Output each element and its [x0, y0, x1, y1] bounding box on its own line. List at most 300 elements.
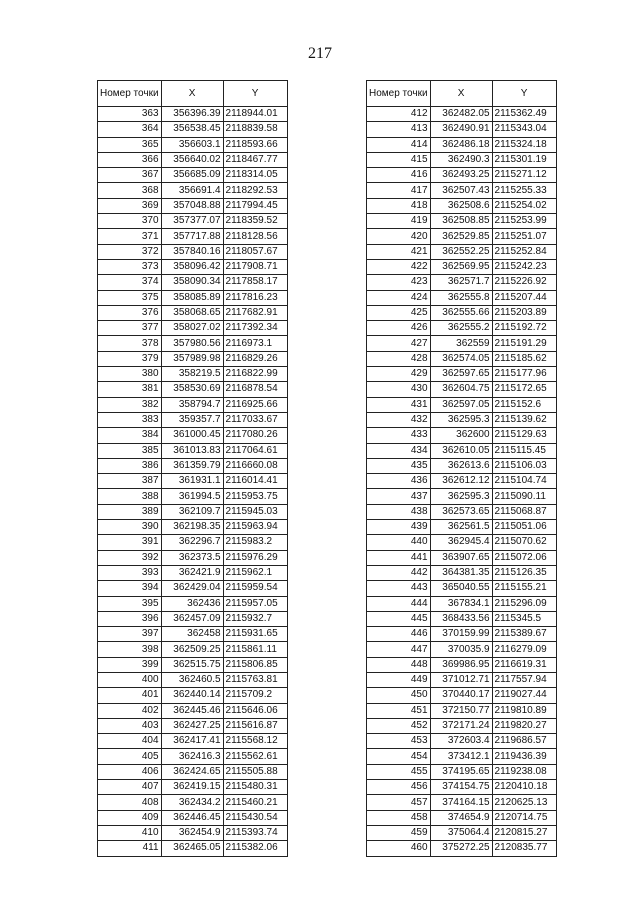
point-number-cell: 458 — [367, 810, 431, 825]
point-number-cell: 387 — [98, 474, 162, 489]
y-coordinate-cell: 2115362.49 — [492, 107, 556, 122]
point-number-cell: 382 — [98, 397, 162, 412]
table-row — [98, 734, 288, 749]
table-row — [367, 520, 557, 535]
y-coordinate-cell: 2115104.74 — [492, 474, 556, 489]
x-coordinate-cell: 362945.4 — [430, 535, 492, 550]
table-row — [98, 259, 288, 274]
y-coordinate-cell: 2115152.6 — [492, 397, 556, 412]
table-row — [367, 382, 557, 397]
point-number-cell: 447 — [367, 642, 431, 657]
x-coordinate-cell: 374154.75 — [430, 780, 492, 795]
point-number-cell: 423 — [367, 275, 431, 290]
table-row — [98, 764, 288, 779]
point-number-cell: 366 — [98, 152, 162, 167]
y-coordinate-cell: 2118467.77 — [223, 152, 287, 167]
point-number-cell: 417 — [367, 183, 431, 198]
table-row — [98, 672, 288, 687]
y-coordinate-cell: 2118128.56 — [223, 229, 287, 244]
x-coordinate-cell: 362434.2 — [161, 795, 223, 810]
x-coordinate-cell: 362508.6 — [430, 198, 492, 213]
table-row — [98, 703, 288, 718]
point-number-cell: 434 — [367, 443, 431, 458]
point-number-cell: 415 — [367, 152, 431, 167]
table-row — [98, 565, 288, 580]
point-number-cell: 439 — [367, 520, 431, 535]
table-row — [98, 214, 288, 229]
point-number-cell: 460 — [367, 841, 431, 856]
x-coordinate-cell: 357048.88 — [161, 198, 223, 213]
point-number-cell: 405 — [98, 749, 162, 764]
y-coordinate-cell: 2115931.65 — [223, 627, 287, 642]
point-number-cell: 426 — [367, 321, 431, 336]
x-coordinate-cell: 362559 — [430, 336, 492, 351]
point-number-cell: 435 — [367, 458, 431, 473]
table-row — [98, 795, 288, 810]
x-coordinate-cell: 356691.4 — [161, 183, 223, 198]
point-number-cell: 416 — [367, 168, 431, 183]
x-coordinate-cell: 358096.42 — [161, 259, 223, 274]
header-y: Y — [223, 81, 287, 107]
x-coordinate-cell: 362445.46 — [161, 703, 223, 718]
x-coordinate-cell: 370159.99 — [430, 627, 492, 642]
point-number-cell: 368 — [98, 183, 162, 198]
point-number-cell: 456 — [367, 780, 431, 795]
y-coordinate-cell: 2115051.06 — [492, 520, 556, 535]
y-coordinate-cell: 2115430.54 — [223, 810, 287, 825]
table-row — [367, 122, 557, 137]
x-coordinate-cell: 362595.3 — [430, 412, 492, 427]
point-number-cell: 451 — [367, 703, 431, 718]
point-number-cell: 375 — [98, 290, 162, 305]
table-row — [98, 718, 288, 733]
x-coordinate-cell: 362612.12 — [430, 474, 492, 489]
table-row — [367, 489, 557, 504]
x-coordinate-cell: 373412.1 — [430, 749, 492, 764]
point-number-cell: 389 — [98, 504, 162, 519]
x-coordinate-cell: 359357.7 — [161, 412, 223, 427]
table-row — [367, 336, 557, 351]
table-header-row — [367, 81, 557, 107]
point-number-cell: 386 — [98, 458, 162, 473]
point-number-cell: 383 — [98, 412, 162, 427]
point-number-cell: 419 — [367, 214, 431, 229]
point-number-cell: 453 — [367, 734, 431, 749]
point-number-cell: 400 — [98, 672, 162, 687]
y-coordinate-cell: 2115191.29 — [492, 336, 556, 351]
table-row — [367, 107, 557, 122]
coordinates-table-left — [97, 80, 288, 857]
header-x: X — [430, 81, 492, 107]
page-number: 217 — [308, 45, 332, 62]
x-coordinate-cell: 370035.9 — [430, 642, 492, 657]
x-coordinate-cell: 362109.7 — [161, 504, 223, 519]
x-coordinate-cell: 361013.83 — [161, 443, 223, 458]
table-row — [98, 688, 288, 703]
point-number-cell: 374 — [98, 275, 162, 290]
y-coordinate-cell: 2115562.61 — [223, 749, 287, 764]
y-coordinate-cell: 2120835.77 — [492, 841, 556, 856]
table-row — [367, 688, 557, 703]
point-number-cell: 390 — [98, 520, 162, 535]
y-coordinate-cell: 2115763.81 — [223, 672, 287, 687]
point-number-cell: 442 — [367, 565, 431, 580]
x-coordinate-cell: 371012.71 — [430, 672, 492, 687]
point-number-cell: 378 — [98, 336, 162, 351]
x-coordinate-cell: 358794.7 — [161, 397, 223, 412]
y-coordinate-cell: 2118839.58 — [223, 122, 287, 137]
x-coordinate-cell: 370440.17 — [430, 688, 492, 703]
point-number-cell: 425 — [367, 305, 431, 320]
y-coordinate-cell: 2116973.1 — [223, 336, 287, 351]
table-row — [367, 611, 557, 626]
y-coordinate-cell: 2115251.07 — [492, 229, 556, 244]
x-coordinate-cell: 367834.1 — [430, 596, 492, 611]
table-row — [367, 657, 557, 672]
header-x: X — [161, 81, 223, 107]
x-coordinate-cell: 375064.4 — [430, 825, 492, 840]
x-coordinate-cell: 362555.8 — [430, 290, 492, 305]
y-coordinate-cell: 2115343.04 — [492, 122, 556, 137]
y-coordinate-cell: 2120625.13 — [492, 795, 556, 810]
point-number-cell: 364 — [98, 122, 162, 137]
point-number-cell: 418 — [367, 198, 431, 213]
table-row — [98, 382, 288, 397]
point-number-cell: 402 — [98, 703, 162, 718]
y-coordinate-cell: 2115115.45 — [492, 443, 556, 458]
point-number-cell: 420 — [367, 229, 431, 244]
table-row — [367, 581, 557, 596]
point-number-cell: 413 — [367, 122, 431, 137]
y-coordinate-cell: 2117858.17 — [223, 275, 287, 290]
point-number-cell: 404 — [98, 734, 162, 749]
table-row — [367, 734, 557, 749]
x-coordinate-cell: 358085.89 — [161, 290, 223, 305]
y-coordinate-cell: 2118944.01 — [223, 107, 287, 122]
x-coordinate-cell: 361000.45 — [161, 428, 223, 443]
point-number-cell: 421 — [367, 244, 431, 259]
y-coordinate-cell: 2115252.84 — [492, 244, 556, 259]
point-number-cell: 395 — [98, 596, 162, 611]
table-row — [367, 672, 557, 687]
y-coordinate-cell: 2119686.57 — [492, 734, 556, 749]
point-number-cell: 384 — [98, 428, 162, 443]
y-coordinate-cell: 2120410.18 — [492, 780, 556, 795]
point-number-cell: 441 — [367, 550, 431, 565]
x-coordinate-cell: 362600 — [430, 428, 492, 443]
table-row — [98, 305, 288, 320]
y-coordinate-cell: 2115480.31 — [223, 780, 287, 795]
table-row — [367, 596, 557, 611]
table-row — [98, 107, 288, 122]
y-coordinate-cell: 2115226.92 — [492, 275, 556, 290]
x-coordinate-cell: 362436 — [161, 596, 223, 611]
table-row — [367, 535, 557, 550]
y-coordinate-cell: 2115126.35 — [492, 565, 556, 580]
x-coordinate-cell: 357980.56 — [161, 336, 223, 351]
table-row — [98, 627, 288, 642]
x-coordinate-cell: 365040.55 — [430, 581, 492, 596]
point-number-cell: 412 — [367, 107, 431, 122]
point-number-cell: 377 — [98, 321, 162, 336]
x-coordinate-cell: 362373.5 — [161, 550, 223, 565]
point-number-cell: 367 — [98, 168, 162, 183]
table-row — [98, 321, 288, 336]
x-coordinate-cell: 362552.25 — [430, 244, 492, 259]
x-coordinate-cell: 356396.39 — [161, 107, 223, 122]
x-coordinate-cell: 374654.9 — [430, 810, 492, 825]
y-coordinate-cell: 2116925.66 — [223, 397, 287, 412]
point-number-cell: 376 — [98, 305, 162, 320]
table-header-row — [98, 81, 288, 107]
table-row — [98, 810, 288, 825]
x-coordinate-cell: 362460.5 — [161, 672, 223, 687]
point-number-cell: 369 — [98, 198, 162, 213]
table-row — [367, 642, 557, 657]
y-coordinate-cell: 2115254.02 — [492, 198, 556, 213]
y-coordinate-cell: 2115172.65 — [492, 382, 556, 397]
x-coordinate-cell: 362465.05 — [161, 841, 223, 856]
x-coordinate-cell: 362454.9 — [161, 825, 223, 840]
y-coordinate-cell: 2118314.05 — [223, 168, 287, 183]
y-coordinate-cell: 2115185.62 — [492, 351, 556, 366]
x-coordinate-cell: 362555.2 — [430, 321, 492, 336]
table-row — [98, 198, 288, 213]
table-row — [98, 244, 288, 259]
point-number-cell: 414 — [367, 137, 431, 152]
y-coordinate-cell: 2115242.23 — [492, 259, 556, 274]
x-coordinate-cell: 374195.65 — [430, 764, 492, 779]
y-coordinate-cell: 2115068.87 — [492, 504, 556, 519]
table-row — [367, 703, 557, 718]
point-number-cell: 397 — [98, 627, 162, 642]
table-row — [367, 627, 557, 642]
y-coordinate-cell: 2120815.27 — [492, 825, 556, 840]
table-row — [367, 214, 557, 229]
y-coordinate-cell: 2119820.27 — [492, 718, 556, 733]
header-point-number: Номер точки — [98, 81, 162, 107]
table-row — [98, 504, 288, 519]
x-coordinate-cell: 356603.1 — [161, 137, 223, 152]
point-number-cell: 433 — [367, 428, 431, 443]
table-row — [98, 122, 288, 137]
table-row — [98, 596, 288, 611]
table-row — [98, 152, 288, 167]
x-coordinate-cell: 362490.91 — [430, 122, 492, 137]
point-number-cell: 394 — [98, 581, 162, 596]
table-row — [367, 780, 557, 795]
y-coordinate-cell: 2117392.34 — [223, 321, 287, 336]
x-coordinate-cell: 372150.77 — [430, 703, 492, 718]
x-coordinate-cell: 356640.02 — [161, 152, 223, 167]
x-coordinate-cell: 362424.65 — [161, 764, 223, 779]
y-coordinate-cell: 2115957.05 — [223, 596, 287, 611]
table-row — [98, 428, 288, 443]
table-row — [367, 367, 557, 382]
x-coordinate-cell: 362446.45 — [161, 810, 223, 825]
x-coordinate-cell: 361931.1 — [161, 474, 223, 489]
y-coordinate-cell: 2115090.11 — [492, 489, 556, 504]
table-row — [367, 351, 557, 366]
point-number-cell: 452 — [367, 718, 431, 733]
point-number-cell: 373 — [98, 259, 162, 274]
x-coordinate-cell: 362296.7 — [161, 535, 223, 550]
table-row — [367, 397, 557, 412]
y-coordinate-cell: 2115155.21 — [492, 581, 556, 596]
table-row — [367, 305, 557, 320]
x-coordinate-cell: 362561.5 — [430, 520, 492, 535]
table-row — [98, 535, 288, 550]
table-row — [367, 428, 557, 443]
x-coordinate-cell: 375272.25 — [430, 841, 492, 856]
y-coordinate-cell: 2115861.11 — [223, 642, 287, 657]
x-coordinate-cell: 362198.35 — [161, 520, 223, 535]
x-coordinate-cell: 362604.75 — [430, 382, 492, 397]
table-row — [98, 581, 288, 596]
x-coordinate-cell: 362427.25 — [161, 718, 223, 733]
y-coordinate-cell: 2118593.66 — [223, 137, 287, 152]
point-number-cell: 392 — [98, 550, 162, 565]
y-coordinate-cell: 2116878.54 — [223, 382, 287, 397]
table-row — [98, 397, 288, 412]
point-number-cell: 427 — [367, 336, 431, 351]
x-coordinate-cell: 374164.15 — [430, 795, 492, 810]
point-number-cell: 459 — [367, 825, 431, 840]
table-body-left — [98, 107, 288, 857]
y-coordinate-cell: 2115932.7 — [223, 611, 287, 626]
table-row — [367, 152, 557, 167]
point-number-cell: 408 — [98, 795, 162, 810]
point-number-cell: 391 — [98, 535, 162, 550]
point-number-cell: 388 — [98, 489, 162, 504]
point-number-cell: 437 — [367, 489, 431, 504]
point-number-cell: 443 — [367, 581, 431, 596]
table-row — [367, 810, 557, 825]
y-coordinate-cell: 2115192.72 — [492, 321, 556, 336]
point-number-cell: 446 — [367, 627, 431, 642]
x-coordinate-cell: 362597.05 — [430, 397, 492, 412]
point-number-cell: 398 — [98, 642, 162, 657]
table-row — [98, 474, 288, 489]
table-row — [367, 795, 557, 810]
y-coordinate-cell: 2119238.08 — [492, 764, 556, 779]
x-coordinate-cell: 369986.95 — [430, 657, 492, 672]
x-coordinate-cell: 362529.85 — [430, 229, 492, 244]
y-coordinate-cell: 2115616.87 — [223, 718, 287, 733]
x-coordinate-cell: 362482.05 — [430, 107, 492, 122]
y-coordinate-cell: 2115505.88 — [223, 764, 287, 779]
point-number-cell: 372 — [98, 244, 162, 259]
x-coordinate-cell: 362508.85 — [430, 214, 492, 229]
point-number-cell: 450 — [367, 688, 431, 703]
x-coordinate-cell: 362419.15 — [161, 780, 223, 795]
point-number-cell: 410 — [98, 825, 162, 840]
y-coordinate-cell: 2115953.75 — [223, 489, 287, 504]
y-coordinate-cell: 2115962.1 — [223, 565, 287, 580]
point-number-cell: 424 — [367, 290, 431, 305]
x-coordinate-cell: 362458 — [161, 627, 223, 642]
y-coordinate-cell: 2116279.09 — [492, 642, 556, 657]
point-number-cell: 379 — [98, 351, 162, 366]
table-row — [367, 259, 557, 274]
table-row — [98, 351, 288, 366]
table-body-right — [367, 107, 557, 857]
point-number-cell: 380 — [98, 367, 162, 382]
x-coordinate-cell: 362440.14 — [161, 688, 223, 703]
y-coordinate-cell: 2115345.5 — [492, 611, 556, 626]
y-coordinate-cell: 2119810.89 — [492, 703, 556, 718]
y-coordinate-cell: 2115945.03 — [223, 504, 287, 519]
y-coordinate-cell: 2117816.23 — [223, 290, 287, 305]
table-row — [98, 443, 288, 458]
y-coordinate-cell: 2115568.12 — [223, 734, 287, 749]
y-coordinate-cell: 2115976.29 — [223, 550, 287, 565]
point-number-cell: 401 — [98, 688, 162, 703]
y-coordinate-cell: 2115806.85 — [223, 657, 287, 672]
y-coordinate-cell: 2115203.89 — [492, 305, 556, 320]
y-coordinate-cell: 2115460.21 — [223, 795, 287, 810]
table-row — [367, 412, 557, 427]
x-coordinate-cell: 372603.4 — [430, 734, 492, 749]
x-coordinate-cell: 356685.09 — [161, 168, 223, 183]
table-row — [367, 137, 557, 152]
x-coordinate-cell: 362515.75 — [161, 657, 223, 672]
x-coordinate-cell: 362569.95 — [430, 259, 492, 274]
y-coordinate-cell: 2115255.33 — [492, 183, 556, 198]
point-number-cell: 406 — [98, 764, 162, 779]
x-coordinate-cell: 358530.69 — [161, 382, 223, 397]
table-row — [367, 244, 557, 259]
table-row — [367, 749, 557, 764]
x-coordinate-cell: 362417.41 — [161, 734, 223, 749]
table-row — [367, 565, 557, 580]
table-row — [98, 336, 288, 351]
point-number-cell: 385 — [98, 443, 162, 458]
point-number-cell: 396 — [98, 611, 162, 626]
x-coordinate-cell: 358219.5 — [161, 367, 223, 382]
table-row — [98, 168, 288, 183]
table-row — [367, 290, 557, 305]
point-number-cell: 393 — [98, 565, 162, 580]
y-coordinate-cell: 2115129.63 — [492, 428, 556, 443]
y-coordinate-cell: 2115271.12 — [492, 168, 556, 183]
table-row — [98, 520, 288, 535]
point-number-cell: 407 — [98, 780, 162, 795]
x-coordinate-cell: 362613.6 — [430, 458, 492, 473]
x-coordinate-cell: 362416.3 — [161, 749, 223, 764]
point-number-cell: 455 — [367, 764, 431, 779]
y-coordinate-cell: 2115382.06 — [223, 841, 287, 856]
table-row — [367, 718, 557, 733]
table-row — [367, 504, 557, 519]
y-coordinate-cell: 2115959.54 — [223, 581, 287, 596]
point-number-cell: 448 — [367, 657, 431, 672]
y-coordinate-cell: 2119027.44 — [492, 688, 556, 703]
x-coordinate-cell: 362457.09 — [161, 611, 223, 626]
x-coordinate-cell: 361359.79 — [161, 458, 223, 473]
x-coordinate-cell: 363907.65 — [430, 550, 492, 565]
table-row — [98, 611, 288, 626]
y-coordinate-cell: 2118292.53 — [223, 183, 287, 198]
point-number-cell: 381 — [98, 382, 162, 397]
y-coordinate-cell: 2115393.74 — [223, 825, 287, 840]
x-coordinate-cell: 357840.16 — [161, 244, 223, 259]
point-number-cell: 371 — [98, 229, 162, 244]
y-coordinate-cell: 2115963.94 — [223, 520, 287, 535]
point-number-cell: 431 — [367, 397, 431, 412]
table-row — [98, 657, 288, 672]
table-row — [98, 550, 288, 565]
